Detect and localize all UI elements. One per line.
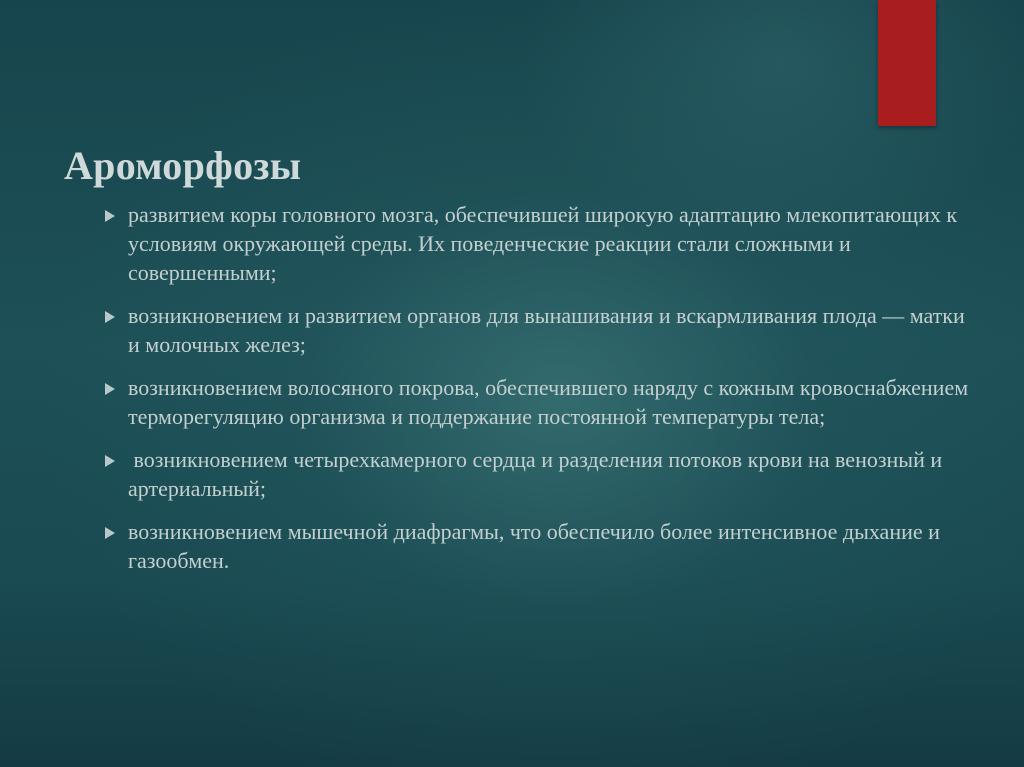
bullet-text: возникновением четырехкамерного сердца и разделения потоков крови на венозный и артериальный; — [128, 447, 948, 501]
accent-bar — [878, 0, 936, 126]
list-item — [100, 373, 970, 431]
bullet-text: возникновением волосяного покрова, обеспечившего наряду с кожным кровоснабжением терморегуляцию организма и поддержание постоянной температуры тела; — [128, 375, 969, 429]
triangle-bullet-icon — [105, 527, 115, 539]
slide-title: Ароморфозы — [64, 143, 302, 188]
list-item — [100, 517, 970, 575]
list-item — [100, 200, 970, 287]
triangle-bullet-icon — [105, 210, 115, 222]
triangle-bullet-icon — [105, 455, 115, 467]
bullet-text: возникновением мышечной диафрагмы, что обеспечило более интенсивное дыхание и газообмен. — [128, 519, 940, 573]
bullet-list — [100, 200, 970, 589]
bullet-text: возникновением и развитием органов для вынашивания и вскармливания плода — матки и молочных желез; — [128, 303, 965, 357]
triangle-bullet-icon — [105, 311, 115, 323]
list-item — [100, 301, 970, 359]
triangle-bullet-icon — [105, 383, 115, 395]
bullet-text: развитием коры головного мозга, обеспечившей широкую адаптацию млекопитающих к условиям окружающей среды. Их поведенческие реакции стали сложными и совершенными; — [128, 202, 958, 285]
list-item — [100, 445, 970, 503]
